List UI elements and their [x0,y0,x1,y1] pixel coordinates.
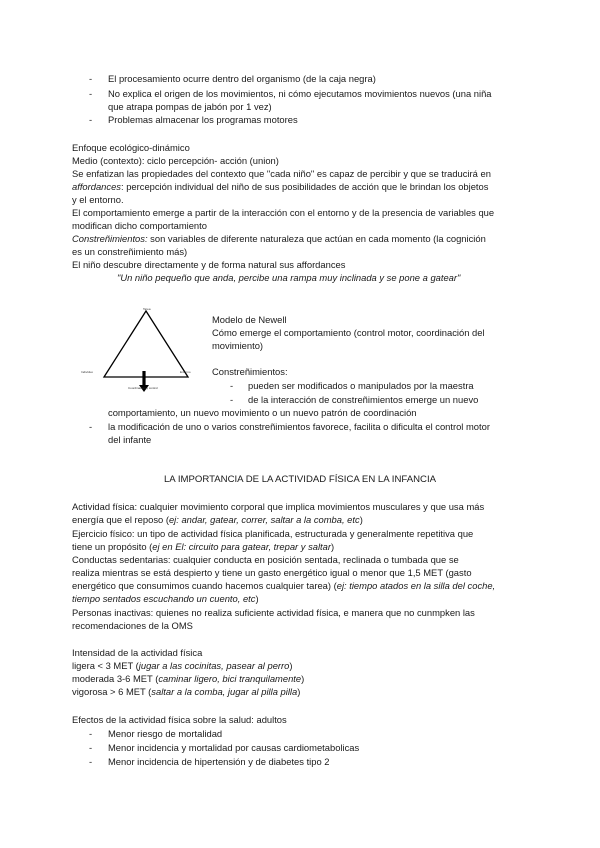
ej-close: ) [331,541,335,552]
intensidad-ligera [72,659,293,672]
cs-close: ) [255,593,259,604]
bullet-marker: - [89,88,93,99]
bullet-marker: - [230,394,234,405]
ecologico-comportamiento-1: El comportamiento emerge a partir de la interacción con el entorno y de la presencia de variables que [72,207,495,218]
intensidad-vigorosa [72,685,300,698]
def-sedentarias-2: realiza mientras se está despierto y tiene un gasto energético igual o menor que 1,5 MET (gasto [72,567,472,578]
newell-bullet-3: la modificación de uno o varios constreñimientos favorece, facilita o dificulta el control motor [108,421,490,432]
constrenimientos-term: Constreñimientos: [72,233,148,244]
newell-bullet-2-cont: comportamiento, un nuevo movimiento o un nuevo patrón de coordinación [108,407,417,418]
constrenimientos-definition: son variables de diferente naturaleza que actúan en cada momento (la cognición [147,233,486,244]
section-title: LA IMPORTANCIA DE LA ACTIVIDAD FÍSICA EN LA INFANCIA [163,474,437,485]
intro-bullet-1: El procesamiento ocurre dentro del organismo (de la caja negra) [108,73,376,84]
ligera-example: jugar a las cocinitas, pasear al perro [138,660,290,671]
intensidad-moderada [72,672,304,685]
newell-title: Modelo de Newell [212,314,287,325]
def-actividad-fisica-1: Actividad física: cualquier movimiento corporal que implica movimientos musculares y que usa más [72,501,485,512]
affordances-term: affordances [72,181,121,192]
bullet-marker: - [89,728,93,739]
ej-example: ej en El: circuito para gatear, trepar y saltar [152,541,331,552]
newell-desc-2: movimiento) [212,340,264,351]
cs-text: energético que consumimos cuando hacemos cualquier tarea) ( [72,580,337,591]
def-ejercicio-2 [72,540,334,553]
newell-triangle-diagram [95,304,200,396]
diagram-label-bottom: Coordinación y control [128,386,158,390]
ecologico-medio: Medio (contexto): ciclo percepción- acción (union) [72,155,279,166]
newell-constr-title: Constreñimientos: [212,366,288,377]
ecologico-comportamiento-2: modifican dicho comportamiento [72,220,207,231]
ecologico-constrenimientos-2: es un constreñimiento más) [72,246,188,257]
ligera-close: ) [289,660,293,671]
def-sedentarias-1: Conductas sedentarias: cualquier conducta en posición sentada, reclinada o tumbada que se [72,554,459,565]
ecologico-title: Enfoque ecológico-dinámico [72,142,190,153]
def-sedentarias-3 [72,579,495,592]
ecologico-affordances [72,180,488,193]
diagram-label-top: Tarea [143,307,151,311]
ecologico-entorno: y el entorno. [72,194,124,205]
intro-bullet-2-cont: que atrapa pompas de jabón por 1 vez) [108,101,272,112]
moderada-text: moderada 3-6 MET ( [72,673,159,684]
newell-bullet-2: de la interacción de constreñimientos emerge un nuevo [248,394,479,405]
newell-desc-1: Cómo emerge el comportamiento (control motor, coordinación del [212,327,485,338]
newell-bullet-3-cont: del infante [108,434,152,445]
affordances-definition: : percepción individual del niño de sus posibilidades de acción que le brindan los objetos [121,181,489,192]
bullet-marker: - [89,73,93,84]
cs-example: ej: tiempo atados en la silla del coche, [336,580,496,591]
moderada-close: ) [301,673,305,684]
bullet-marker: - [89,421,93,432]
ligera-text: ligera < 3 MET ( [72,660,139,671]
intro-bullet-2: No explica el origen de los movimientos, ni cómo ejecutamos movimientos nuevos (una niña [108,88,492,99]
triangle-shape [104,311,188,377]
diagram-label-left: Individuo [81,370,94,374]
def-inactivas-2: recomendaciones de la OMS [72,620,193,631]
efectos-item-2: Menor incidencia y mortalidad por causas cardiometabolicas [108,742,360,753]
vigorosa-close: ) [297,686,301,697]
af-close: ) [359,514,363,525]
moderada-example: caminar ligero, bici tranquilamente [158,673,302,684]
efectos-title: Efectos de la actividad física sobre la salud: adultos [72,714,287,725]
bullet-marker: - [230,380,234,391]
intensidad-title: Intensidad de la actividad física [72,647,203,658]
ecologico-constrenimientos [72,232,486,245]
cs-example-cont: tiempo sentados escuchando un cuento, etc [72,593,256,604]
ecologico-nino: El niño descubre directamente y de forma natural sus affordances [72,259,346,270]
def-actividad-fisica-2 [72,513,363,526]
efectos-item-1: Menor riesgo de mortalidad [108,728,223,739]
intro-bullet-3: Problemas almacenar los programas motores [108,114,298,125]
diagram-label-right: Entorno [180,370,191,374]
bullet-marker: - [89,756,93,767]
ej-text: tiene un propósito ( [72,541,153,552]
ecologico-quote: "Un niño pequeño que anda, percibe una rampa muy inclinada y se pone a gatear" [117,272,461,283]
vigorosa-text: vigorosa > 6 MET ( [72,686,152,697]
vigorosa-example: saltar a la comba, jugar al pilla pilla [151,686,298,697]
def-ejercicio-1: Ejercicio físico: un tipo de actividad física planificada, estructurada y generalmente repetitiva que [72,528,474,539]
def-inactivas-1: Personas inactivas: quienes no realiza suficiente actividad física, e manera que no cunmpken las [72,607,475,618]
newell-bullet-1: pueden ser modificados o manipulados por la maestra [248,380,474,391]
def-sedentarias-4 [72,592,259,605]
bullet-marker: - [89,114,93,125]
bullet-marker: - [89,742,93,753]
af-example: ej: andar, gatear, correr, saltar a la comba, etc [168,514,360,525]
efectos-item-3: Menor incidencia de hipertensión y de diabetes tipo 2 [108,756,330,767]
ecologico-enfatizan: Se enfatizan las propiedades del contexto que "cada niño" es capaz de percibir y que se traducirá en [72,168,491,179]
af-text: energía que el reposo ( [72,514,169,525]
